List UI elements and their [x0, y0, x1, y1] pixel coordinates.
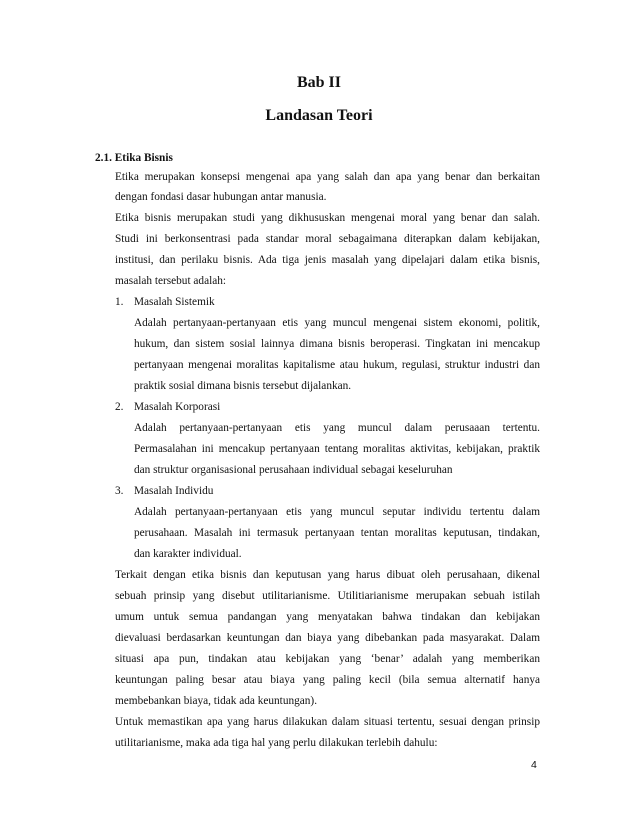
- paragraph-line: Etika merupakan konsepsi mengenai apa yang salah dan apa yang benar dan berkaitan: [115, 171, 540, 183]
- page-number: 4: [531, 759, 537, 771]
- list-item-number: 1.: [115, 296, 124, 308]
- list-item-line: Permasalahan ini mencakup pertanyaan tentang moralitas aktivitas, kebijakan, praktik: [134, 443, 540, 455]
- paragraph-line: situasi apa pun, tindakan atau kebijakan yang ‘benar’ adalah yang memberikan: [115, 653, 540, 665]
- paragraph-line: keuntungan paling besar atau biaya yang paling kecil (bila semua alternatif hanya: [115, 674, 540, 686]
- list-item-line: praktik sosial dimana bisnis tersebut dijalankan.: [134, 380, 352, 392]
- list-item-line: Adalah pertanyaan-pertanyaan etis yang muncul mengenai sistem ekonomi, politik,: [134, 317, 540, 329]
- paragraph-line: dengan fondasi dasar hubungan antar manusia.: [115, 191, 327, 203]
- paragraph-line: Etika bisnis merupakan studi yang dikhususkan mengenai moral yang benar dan salah.: [115, 212, 540, 224]
- list-item-number: 3.: [115, 485, 124, 497]
- paragraph-line: umum untuk semua pandangan yang menyatakan bahwa tindakan dan kebijakan: [115, 611, 540, 623]
- paragraph-line: Terkait dengan etika bisnis dan keputusan yang harus dibuat oleh perusahaan, dikenal: [115, 569, 540, 581]
- chapter-title: Landasan Teori: [265, 107, 373, 124]
- list-item-line: pertanyaan mengenai moralitas kapitalisme atau hukum, regulasi, struktur industri dan: [134, 359, 540, 371]
- paragraph-line: masalah tersebut adalah:: [115, 275, 227, 287]
- paragraph-line: membebankan biaya, tidak ada keuntungan).: [115, 695, 318, 707]
- paragraph-line: Untuk memastikan apa yang harus dilakukan dalam situasi tertentu, sesuai dengan prinsip: [115, 716, 540, 728]
- paragraph-line: institusi, dan perilaku bisnis. Ada tiga jenis masalah yang dipelajari dalam etika bisnis,: [115, 254, 540, 266]
- list-item-number: 2.: [115, 401, 124, 413]
- list-item-line: dan struktur organisasional perusahaan individual sebagai keseluruhan: [134, 464, 453, 476]
- list-item-line: Adalah pertanyaan-pertanyaan etis yang muncul dalam perusaaan tertentu.: [134, 422, 540, 434]
- list-item-line: dan karakter individual.: [134, 548, 242, 560]
- paragraph-line: utilitarianisme, maka ada tiga hal yang perlu dilakukan terlebih dahulu:: [115, 737, 438, 749]
- chapter-label: Bab II: [296, 74, 342, 91]
- list-item-title: Masalah Sistemik: [134, 296, 215, 308]
- section-heading: 2.1. Etika Bisnis: [95, 152, 173, 164]
- list-item-title: Masalah Korporasi: [134, 401, 221, 413]
- list-item-title: Masalah Individu: [134, 485, 214, 497]
- paragraph-line: dievaluasi berdasarkan keuntungan dan biaya yang dibebankan pada masyarakat. Dalam: [115, 632, 540, 644]
- list-item-line: Adalah pertanyaan-pertanyaan etis yang muncul seputar individu tertentu dalam: [134, 506, 540, 518]
- paragraph-line: sebuah prinsip yang disebut utilitarianisme. Utilitiarianisme merupakan sebuah istilah: [115, 590, 540, 602]
- list-item-line: perusahaan. Masalah ini termasuk pertanyaan tentan moralitas keputusan, tindakan,: [134, 527, 540, 539]
- paragraph-line: Studi ini berkonsentrasi pada standar moral sebagaimana diterapkan dalam kebijakan,: [115, 233, 540, 245]
- list-item-line: hukum, dan sistem sosial lainnya dimana bisnis beroperasi. Tingkatan ini mencakup: [134, 338, 540, 350]
